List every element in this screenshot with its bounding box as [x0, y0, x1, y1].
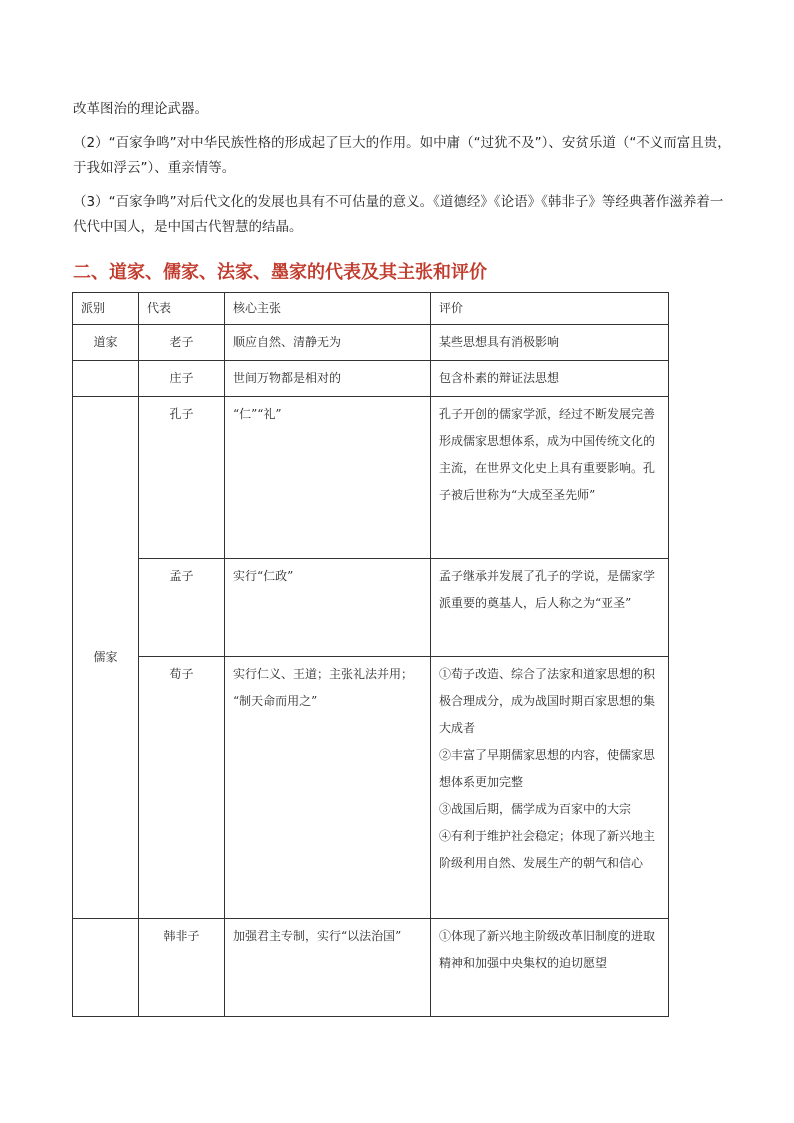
- idea-kongzi: “仁”“礼”: [225, 397, 431, 559]
- idea-mengzi: 实行“仁政”: [225, 559, 431, 657]
- idea-laozi: 顺应自然、清静无为: [225, 325, 431, 361]
- eval-xunzi-point-1: ①荀子改造、综合了法家和道家思想的积极合理成分，成为战国时期百家思想的集大成者: [439, 667, 656, 735]
- table-row: [73, 657, 669, 919]
- table-row: [73, 559, 669, 657]
- rep-zhuangzi: 庄子: [139, 361, 225, 397]
- section-heading: 二、道家、儒家、法家、墨家的代表及其主张和评价: [73, 262, 487, 283]
- eval-kongzi: 孔子开创的儒家学派，经过不断发展完善形成儒家思想体系，成为中国传统文化的主流，在世界文化史上具有重要影响。孔子被后世称为“大成至圣先师”: [431, 397, 669, 559]
- header-core-idea: 核心主张: [225, 293, 431, 325]
- paragraph-1: 改革图治的理论武器。: [73, 101, 208, 117]
- rep-hanfeizi: 韩非子: [139, 919, 225, 1017]
- idea-hanfeizi: 加强君主专制，实行“以法治国”: [225, 919, 431, 1017]
- idea-xunzi-line-1: 实行仁义、王道；主张礼法并用；: [233, 667, 414, 681]
- rep-kongzi: 孔子: [139, 397, 225, 559]
- eval-hanfeizi: ①体现了新兴地主阶级改革旧制度的进取精神和加强中央集权的迫切愿望: [431, 919, 669, 1017]
- eval-laozi: 某些思想具有消极影响: [431, 325, 669, 361]
- rep-xunzi: 荀子: [139, 657, 225, 919]
- rep-mengzi: 孟子: [139, 559, 225, 657]
- eval-xunzi: [431, 657, 669, 919]
- school-rujia: 儒家: [73, 397, 139, 919]
- table-row: [73, 325, 669, 361]
- header-school: 派别: [73, 293, 139, 325]
- table-row: [73, 397, 669, 559]
- eval-xunzi-point-4: ④有利于维护社会稳定；体现了新兴地主阶级利用自然、发展生产的朝气和信心: [439, 829, 656, 870]
- schools-table: [72, 292, 669, 1017]
- eval-mengzi: 孟子继承并发展了孔子的学说，是儒家学派重要的奠基人，后人称之为“亚圣”: [431, 559, 669, 657]
- rep-laozi: 老子: [139, 325, 225, 361]
- table-header-row: [73, 293, 669, 325]
- paragraph-2: （2）“百家争鸣”对中华民族性格的形成起了巨大的作用。如中庸（“过犹不及”）、安贫乐道（“不义而富且贵，于我如浮云”）、重亲情等。: [73, 135, 731, 176]
- school-fajia: [73, 919, 139, 1017]
- header-evaluation: 评价: [431, 293, 669, 325]
- idea-xunzi: [225, 657, 431, 919]
- table-row: [73, 919, 669, 1017]
- school-daojia: 道家: [73, 325, 139, 361]
- idea-zhuangzi: 世间万物都是相对的: [225, 361, 431, 397]
- eval-xunzi-point-2: ②丰富了早期儒家思想的内容，使儒家思想体系更加完整: [439, 748, 656, 789]
- eval-zhuangzi: 包含朴素的辩证法思想: [431, 361, 669, 397]
- table-row: [73, 361, 669, 397]
- eval-xunzi-point-3: ③战国后期，儒学成为百家中的大宗: [439, 802, 632, 816]
- idea-xunzi-line-2: “制天命而用之”: [233, 694, 318, 708]
- header-representative: 代表: [139, 293, 225, 325]
- school-daojia-continued: [73, 361, 139, 397]
- paragraph-3: （3）“百家争鸣”对后代文化的发展也具有不可估量的意义。《道德经》《论语》《韩非子》等经典著作滋养着一代代中国人，是中国古代智慧的结晶。: [73, 194, 724, 235]
